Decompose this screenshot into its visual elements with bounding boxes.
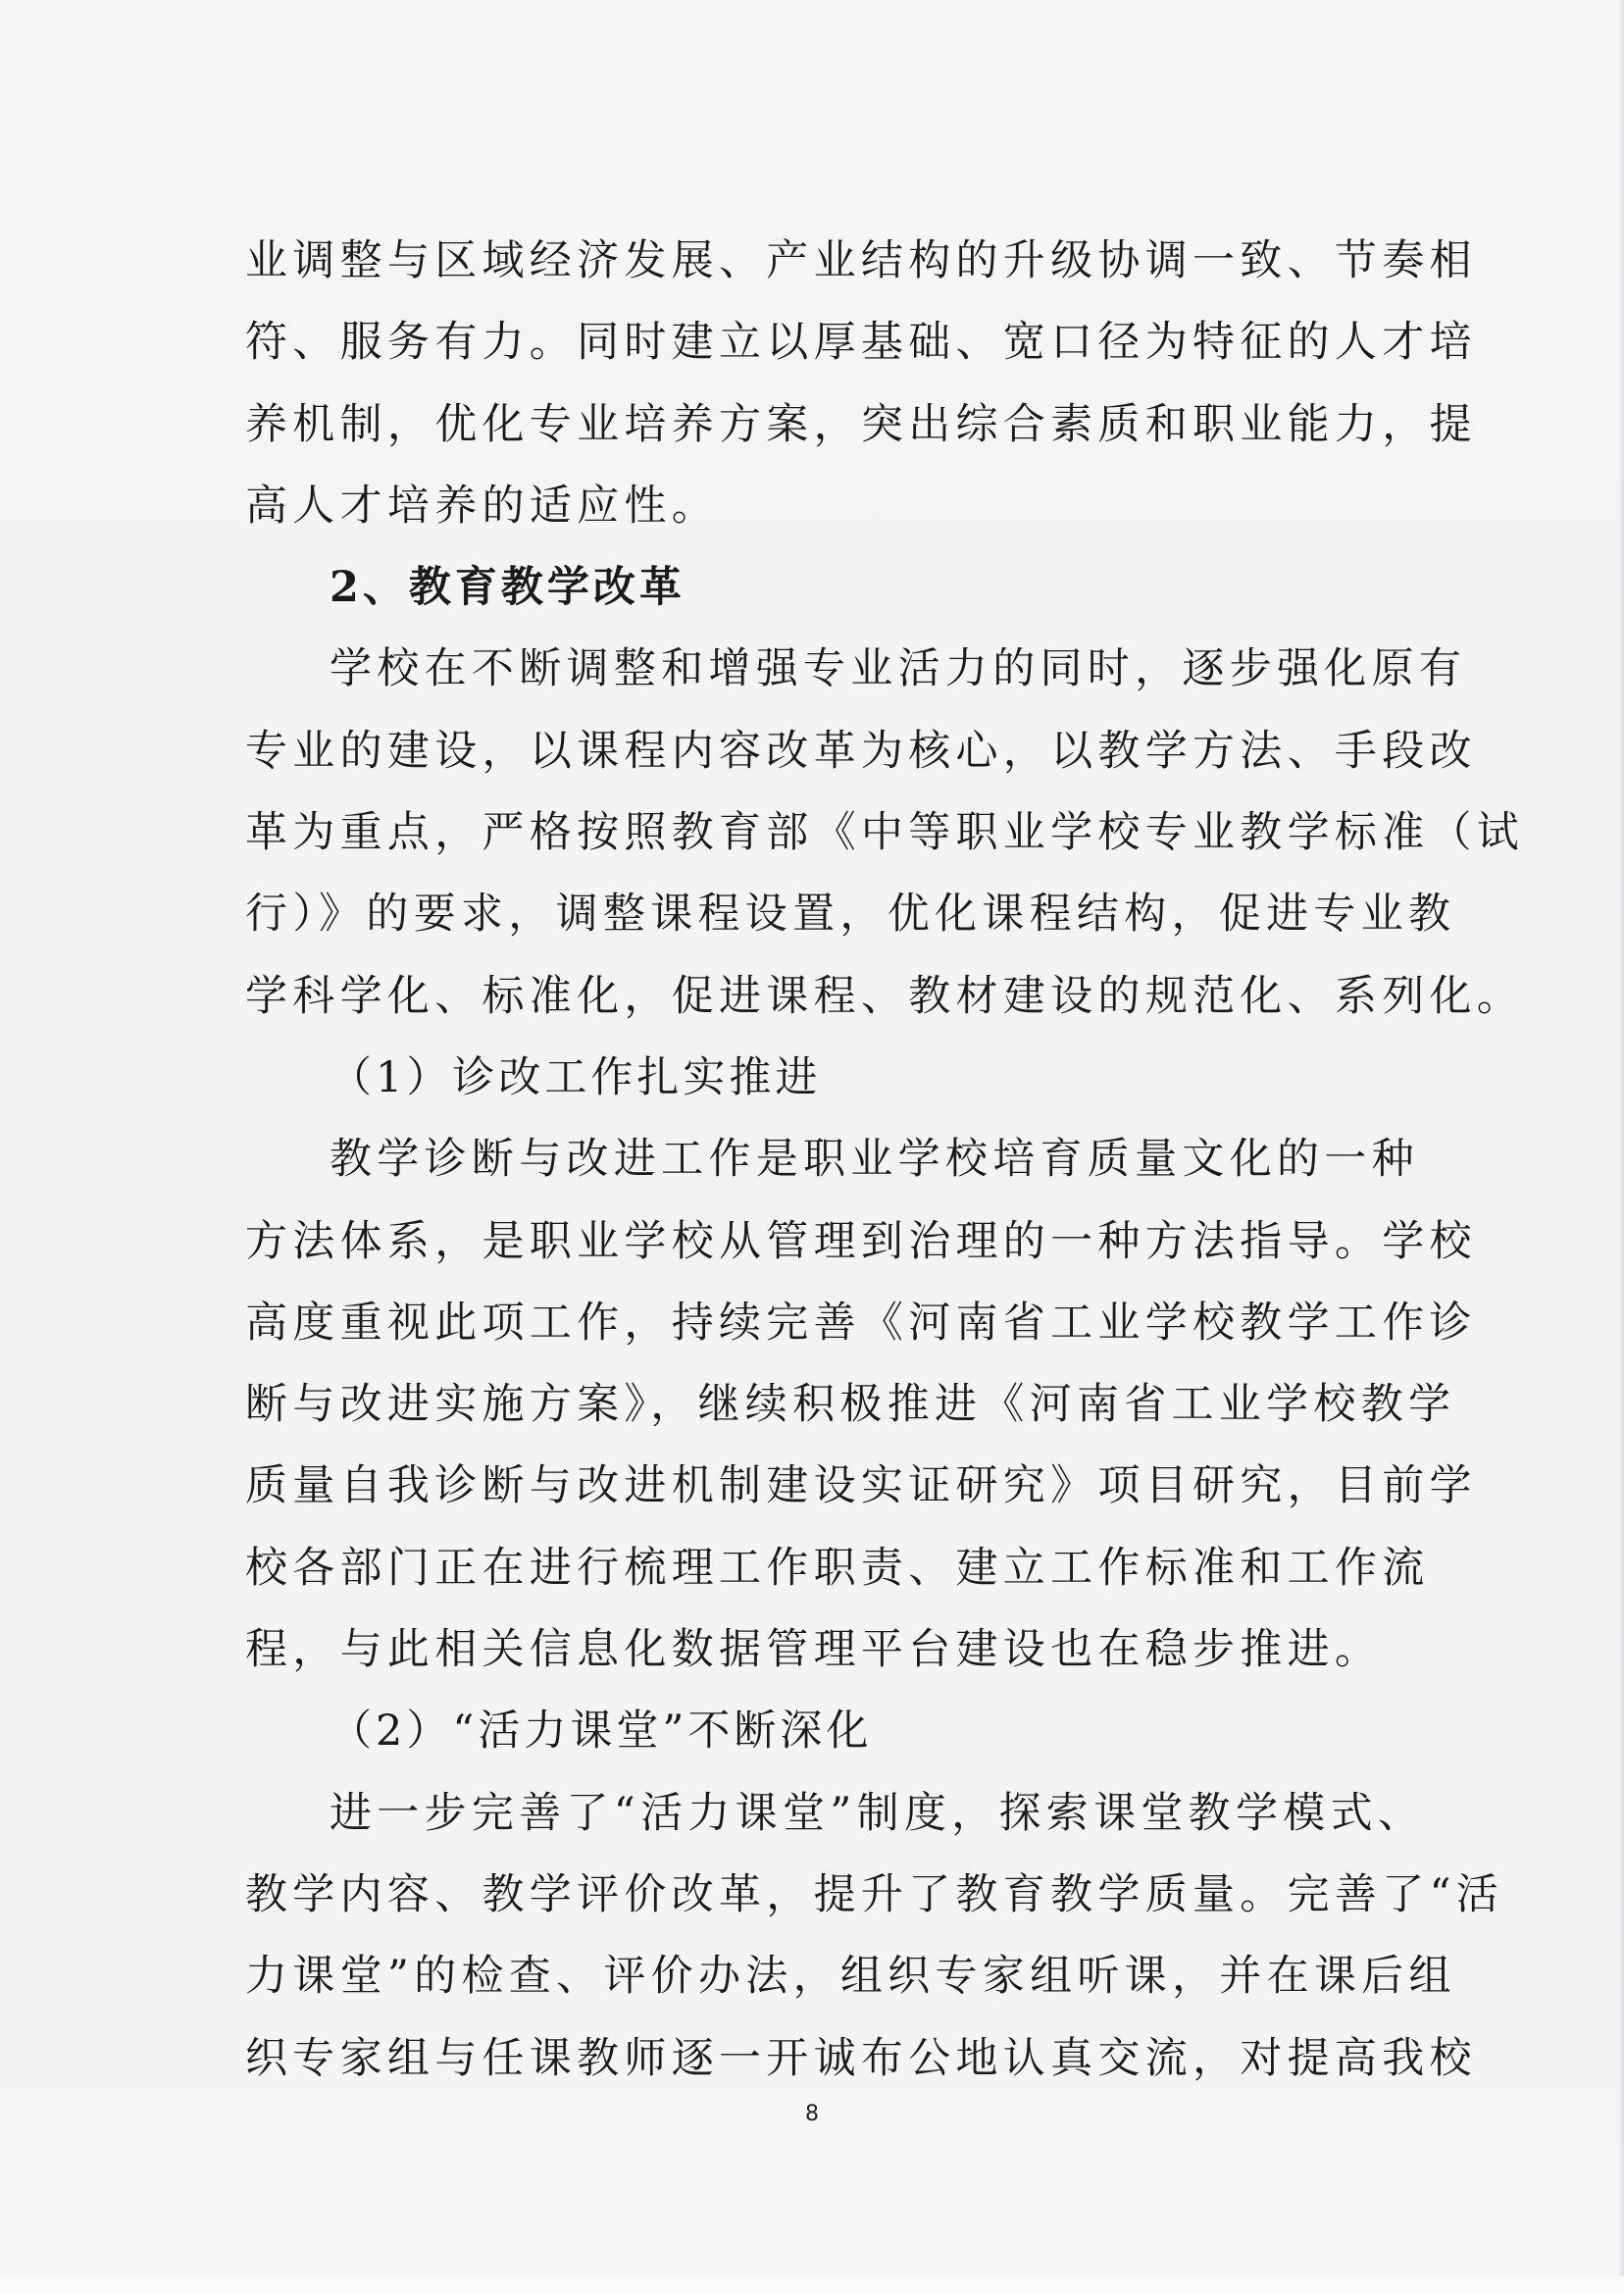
text-line: 教学内容、教学评价改革，提升了教育教学质量。完善了“活 (245, 1869, 1504, 1919)
text-line: 学科学化、标准化，促进课程、教材建设的规范化、系列化。 (245, 971, 1525, 1021)
subsection-heading: （2）“活力课堂”不断深化 (330, 1707, 873, 1757)
text-line: 程，与此相关信息化数据管理平台建设也在稳步推进。 (245, 1625, 1383, 1675)
text-line: 符、服务有力。同时建立以厚基础、宽口径为特征的人才培 (245, 318, 1477, 368)
document-body (245, 221, 1525, 2100)
text-line: 校各部门正在进行梳理工作职责、建立工作标准和工作流 (245, 1543, 1430, 1593)
text-line: 教学诊断与改进工作是职业学校培育质量文化的一种 (330, 1135, 1419, 1185)
text-line: 质量自我诊断与改进机制建设实证研究》项目研究，目前学 (245, 1461, 1477, 1511)
section-heading: 2、教育教学改革 (330, 563, 685, 613)
text-line: 革为重点，严格按照教育部《中等职业学校专业教学标准（试 (245, 808, 1525, 858)
text-line: 行）》的要求，调整课程设置，优化课程结构，促进专业教 (245, 890, 1456, 940)
scan-edge-shadow (1618, 0, 1624, 2294)
text-line: 力课堂”的检查、评价办法，组织专家组听课，并在课后组 (245, 1952, 1456, 2002)
text-line: 专业的建设，以课程内容改革为核心，以教学方法、手段改 (245, 726, 1477, 776)
text-line: 高人才培养的适应性。 (245, 481, 719, 531)
scan-edge-bottom (0, 2276, 1624, 2294)
text-line: 学校在不断调整和增强专业活力的同时，逐步强化原有 (330, 644, 1467, 694)
text-line: 养机制，优化专业培养方案，突出综合素质和职业能力，提 (245, 399, 1477, 449)
subsection-heading: （1）诊改工作扎实推进 (330, 1052, 822, 1102)
text-line: 进一步完善了“活力课堂”制度，探索课堂教学模式、 (330, 1788, 1426, 1838)
text-line: 织专家组与任课教师逐一开诚布公地认真交流，对提高我校 (245, 2033, 1477, 2083)
text-line: 高度重视此项工作，持续完善《河南省工业学校教学工作诊 (245, 1298, 1477, 1348)
page-number: 8 (805, 2102, 819, 2126)
text-line: 业调整与区域经济发展、产业结构的升级协调一致、节奏相 (245, 236, 1477, 285)
text-line: 方法体系，是职业学校从管理到治理的一种方法指导。学校 (245, 1216, 1477, 1266)
text-line: 断与改进实施方案》，继续积极推进《河南省工业学校教学 (245, 1380, 1456, 1430)
